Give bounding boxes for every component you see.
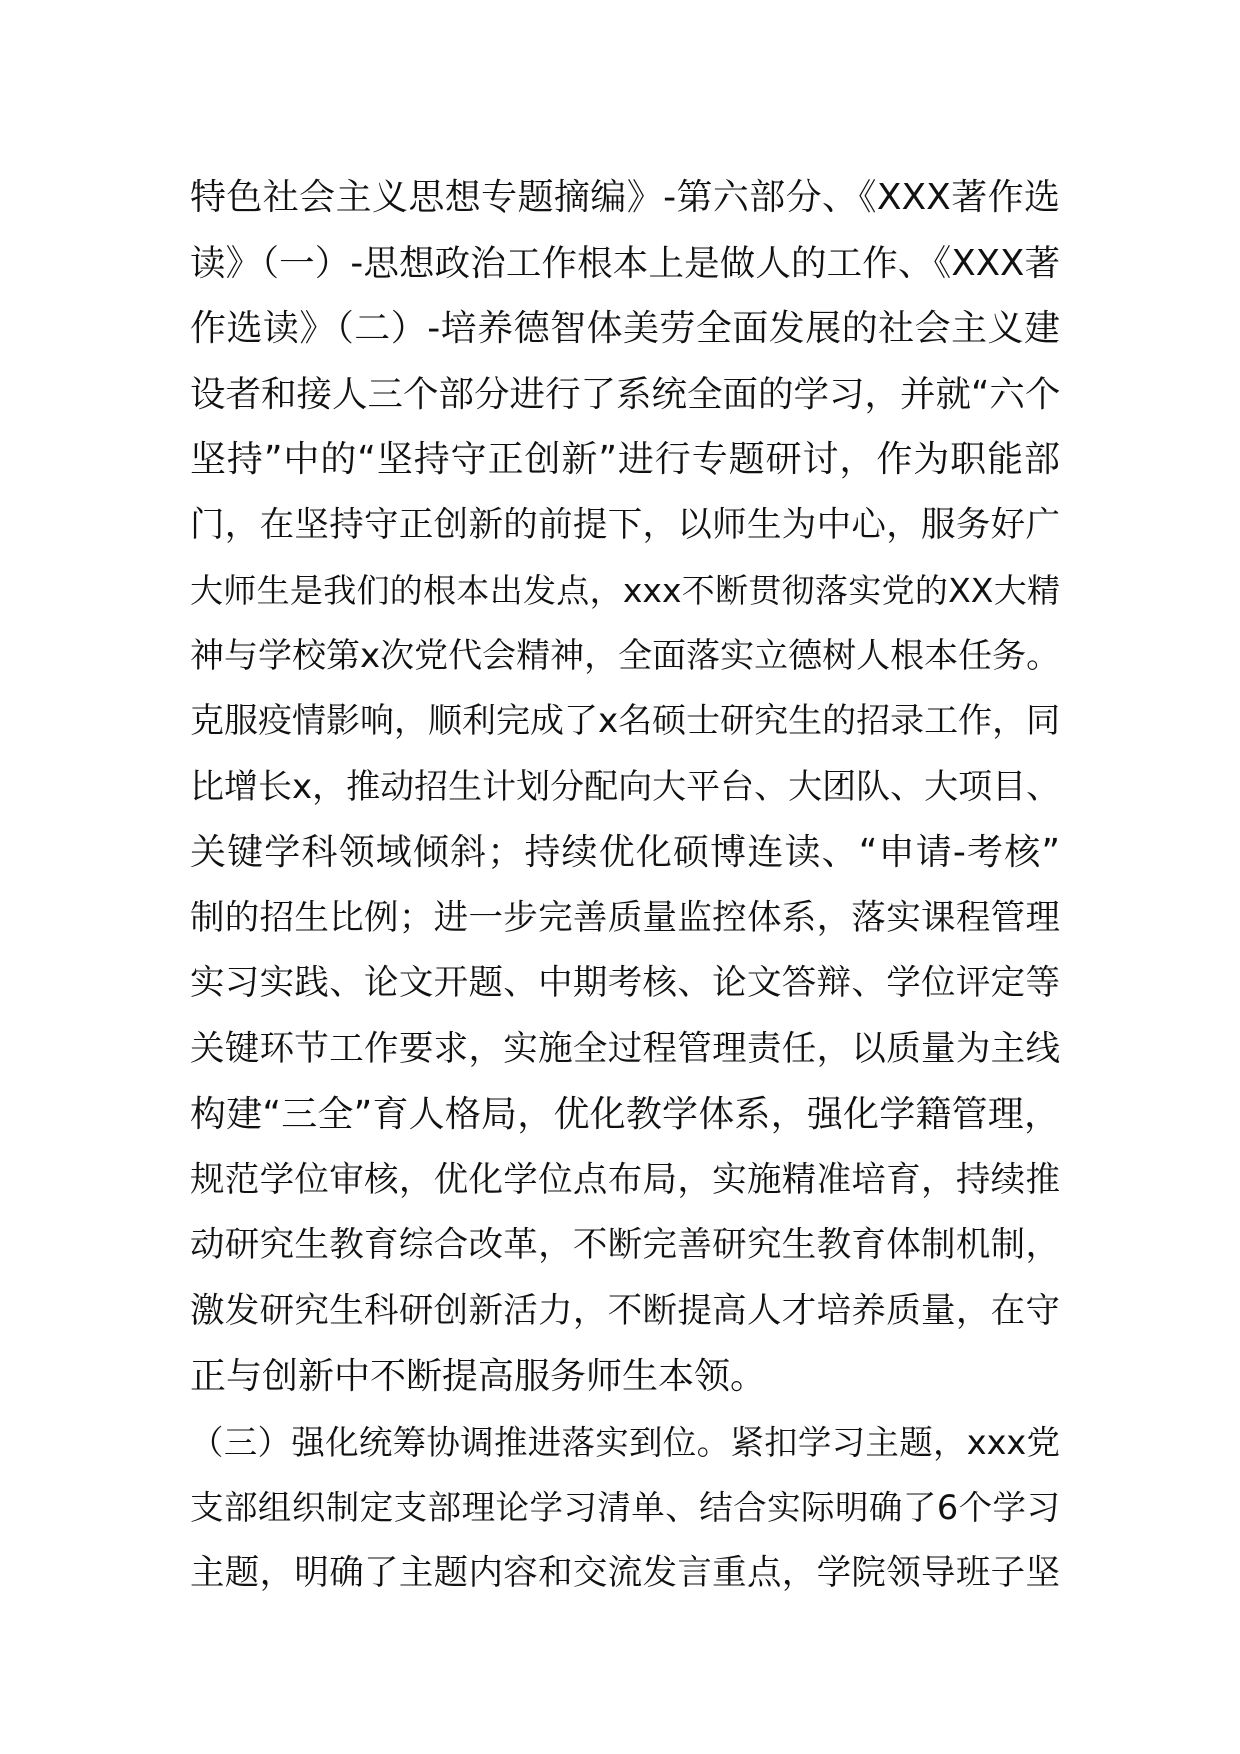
text-line: 门，在坚持守正创新的前提下，以师生为中心，服务好广 <box>190 504 1060 545</box>
text-line: 神与学校第x次党代会精神，全面落实立德树人根本任务。 <box>190 635 1060 676</box>
text-line: 构建“三全”育人格局，优化教学体系，强化学籍管理， <box>190 1094 1060 1135</box>
text-line: 特色社会主义思想专题摘编》-第六部分、《XXX著作选 <box>190 177 1060 218</box>
text-line: 设者和接人三个部分进行了系统全面的学习，并就“六个 <box>190 373 1060 415</box>
document-body <box>190 165 1060 1606</box>
text-line: 比增长x，推动招生计划分配向大平台、大团队、大项目、 <box>190 766 1060 807</box>
text-line: 支部组织制定支部理论学习清单、结合实际明确了6个学习 <box>190 1488 1060 1527</box>
text-line: 动研究生教育综合改革，不断完善研究生教育体制机制， <box>190 1225 1060 1265</box>
text-line: 关键环节工作要求，实施全过程管理责任，以质量为主线 <box>190 1028 1060 1069</box>
text-line: 正与创新中不断提高服务师生本领。 <box>190 1356 767 1397</box>
text-line: （三）强化统筹协调推进落实到位。紧扣学习主题，xxx党 <box>190 1422 1060 1462</box>
text-line: 读》（一）-思想政治工作根本上是做人的工作、《XXX著 <box>190 242 1060 284</box>
text-line: 实习实践、论文开题、中期考核、论文答辩、学位评定等 <box>190 963 1060 1003</box>
text-line: 大师生是我们的根本出发点，xxx不断贯彻落实党的XX大精 <box>190 571 1060 610</box>
text-line: 克服疫情影响，顺利完成了x名硕士研究生的招录工作，同 <box>190 701 1060 741</box>
text-line: 作选读》（二）-培养德智体美劳全面发展的社会主义建 <box>190 308 1060 349</box>
text-line: 制的招生比例；进一步完善质量监控体系，落实课程管理 <box>190 897 1060 938</box>
text-line: 主题，明确了主题内容和交流发言重点，学院领导班子坚 <box>190 1552 1060 1593</box>
text-line: 激发研究生科研创新活力，不断提高人才培养质量，在守 <box>190 1290 1060 1331</box>
text-line: 坚持”中的“坚持守正创新”进行专题研讨，作为职能部 <box>190 439 1060 480</box>
text-line: 规范学位审核，优化学位点布局，实施精准培育，持续推 <box>190 1159 1060 1200</box>
text-line: 关键学科领域倾斜；持续优化硕博连读、“申请-考核” <box>190 832 1060 873</box>
